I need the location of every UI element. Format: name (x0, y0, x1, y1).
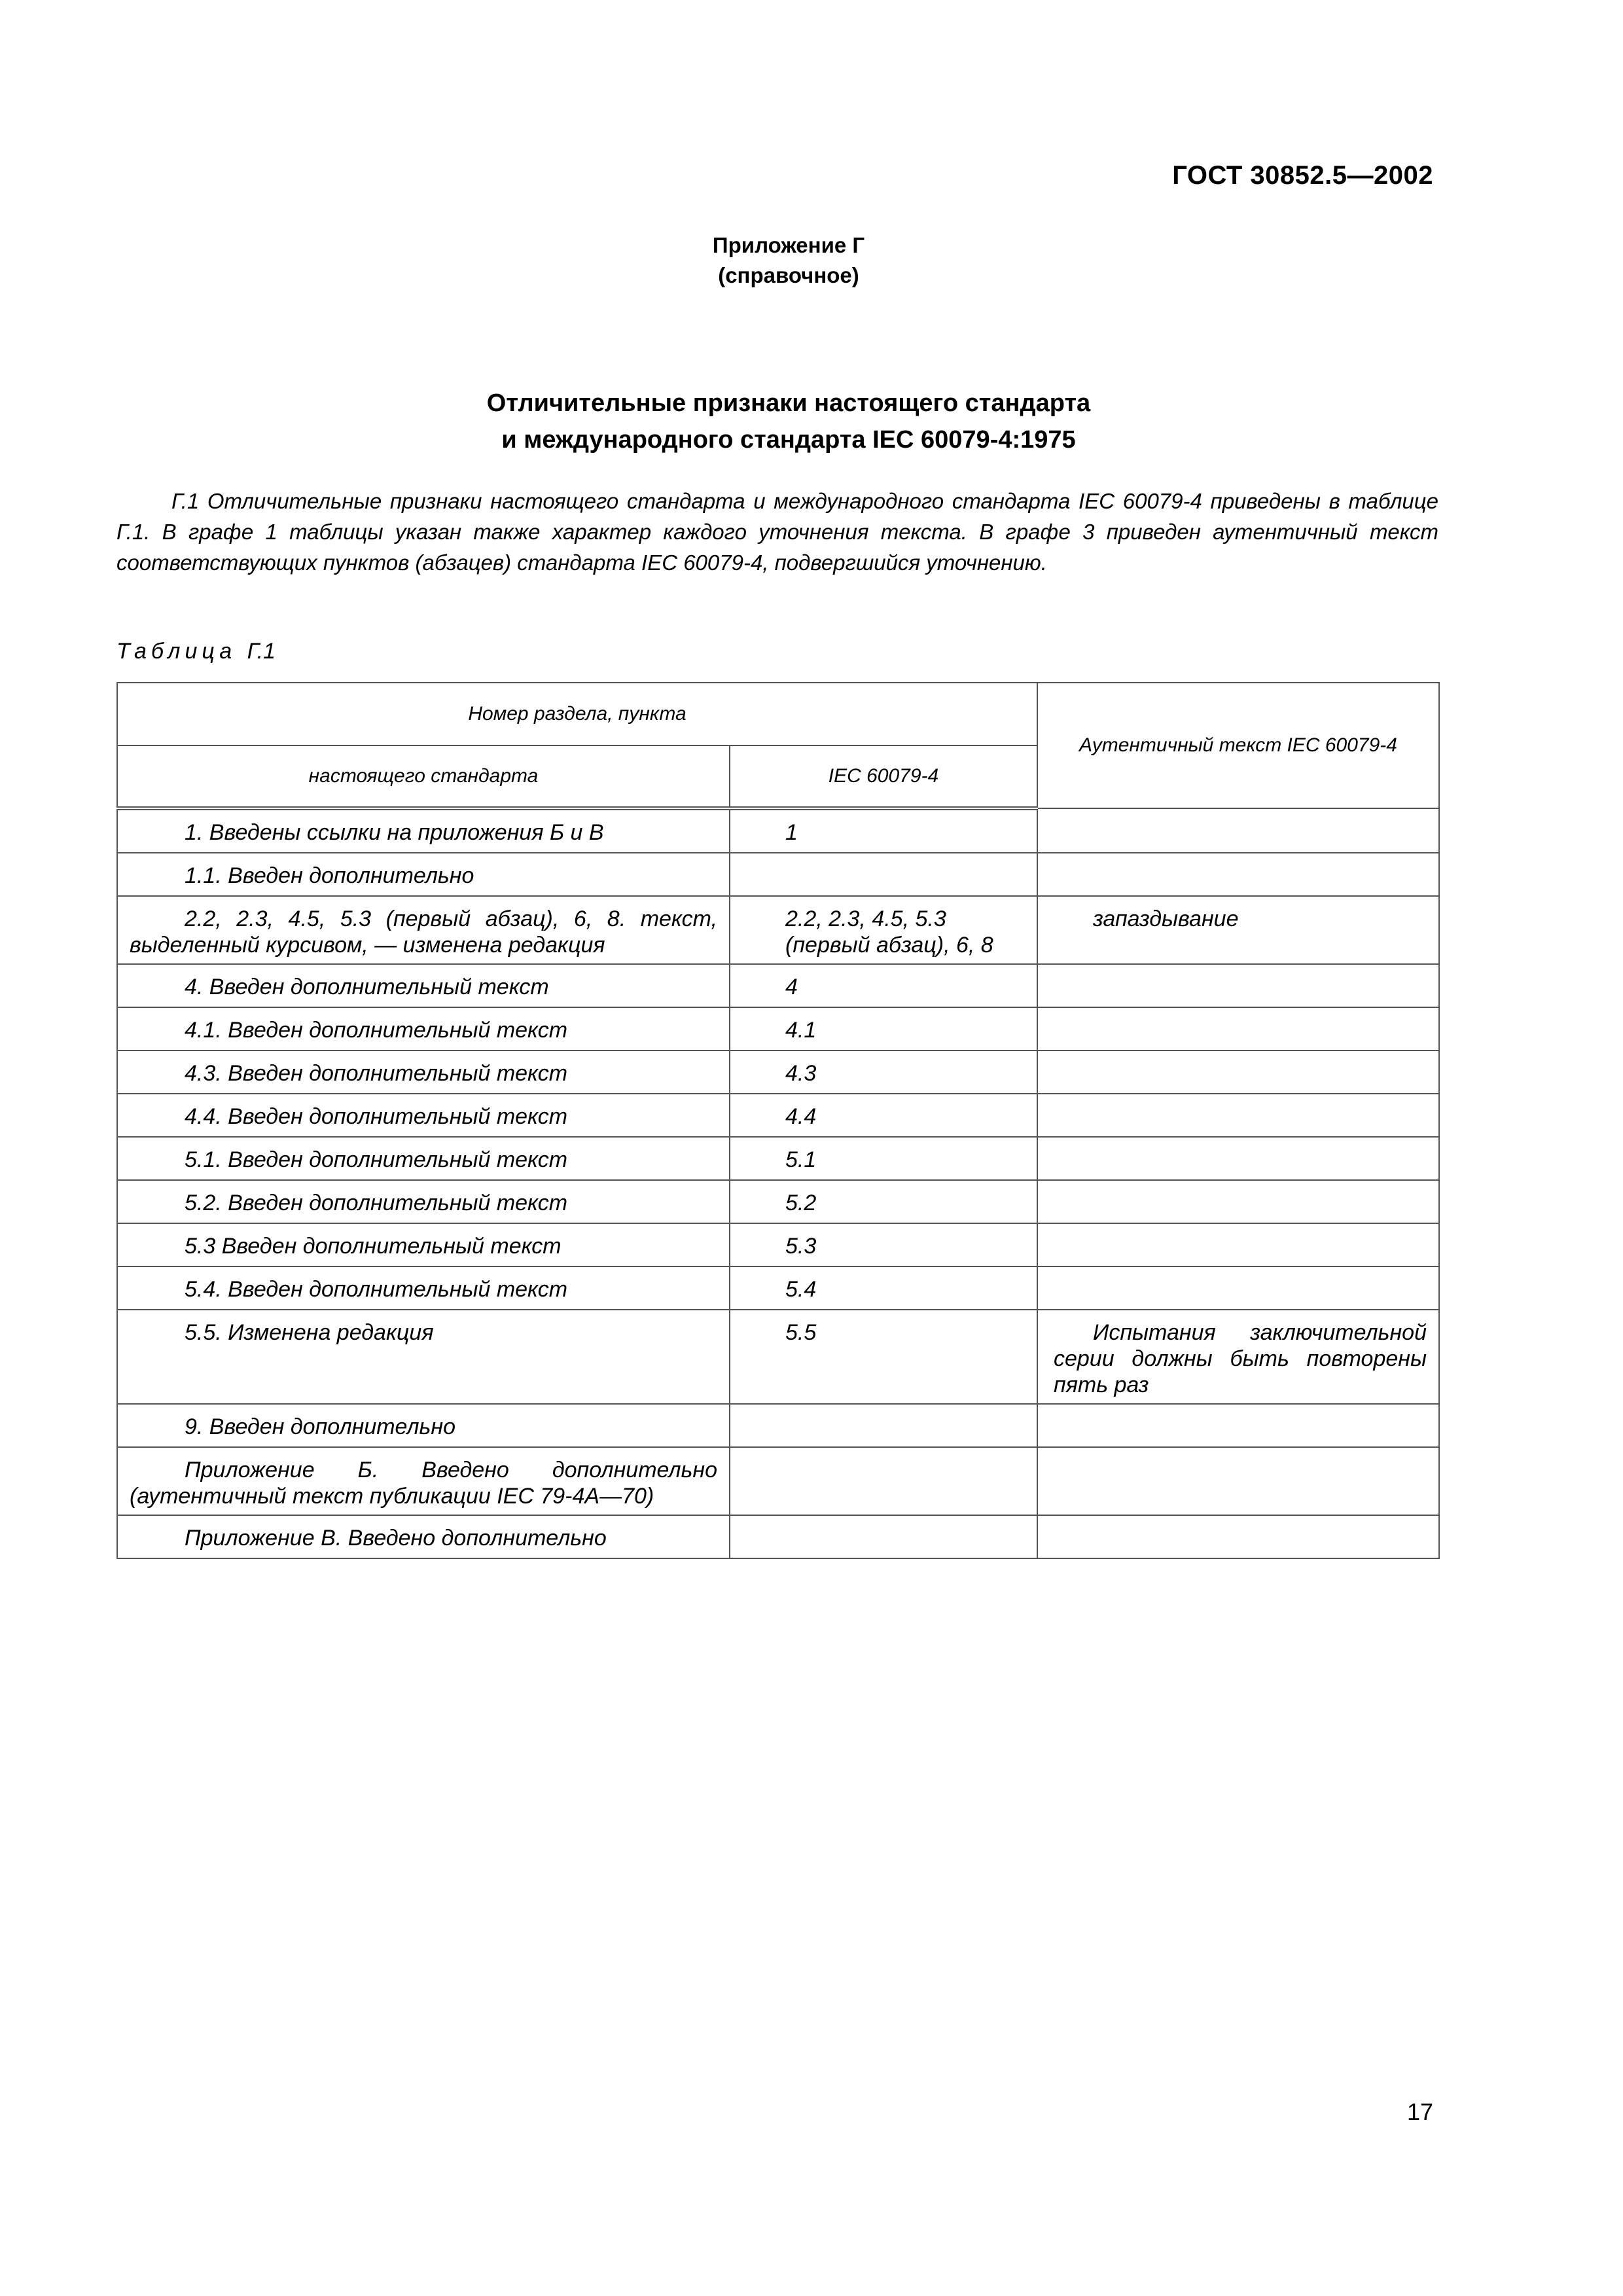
cell-authentic (1037, 1180, 1439, 1223)
cell-authentic: Испытания заключительной серии должны быть повторены пять раз (1037, 1310, 1439, 1404)
cell-authentic (1037, 1447, 1439, 1515)
table-row (117, 853, 1439, 896)
table-row (117, 1223, 1439, 1266)
cell-iec: 4 (730, 964, 1037, 1007)
header-section-number: Номер раздела, пункта (117, 683, 1037, 745)
cell-authentic (1037, 808, 1439, 853)
cell-iec: 5.3 (730, 1223, 1037, 1266)
document-title (0, 385, 1577, 458)
cell-this-standard: 4. Введен дополнительный текст (117, 964, 730, 1007)
intro-paragraph: Г.1 Отличительные признаки настоящего стандарта и международного стандарта IEC 60079-4 приведены в таблице Г.1. В графе 1 таблицы указан также характер каждого уточнения текста. В графе 3 приведен аутентичный текст соответствующих пунктов (абзацев) стандарта IEC 60079-4, подвергшийся уточнению. (116, 489, 1438, 575)
cell-this-standard: 1.1. Введен дополнительно (117, 853, 730, 896)
cell-iec (730, 1447, 1037, 1515)
table-row (117, 1515, 1439, 1558)
header-iec-standard: IEC 60079-4 (730, 745, 1037, 808)
cell-authentic (1037, 1007, 1439, 1050)
cell-iec: 5.1 (730, 1137, 1037, 1180)
cell-this-standard: 4.4. Введен дополнительный текст (117, 1094, 730, 1137)
cell-authentic (1037, 1223, 1439, 1266)
cell-this-standard: 4.1. Введен дополнительный текст (117, 1007, 730, 1050)
cell-this-standard: 9. Введен дополнительно (117, 1404, 730, 1447)
cell-iec: 4.3 (730, 1050, 1037, 1094)
page-number: 17 (1406, 2098, 1433, 2125)
appendix-title: Приложение Г (712, 233, 865, 257)
cell-iec: 4.4 (730, 1094, 1037, 1137)
table-row (117, 1447, 1439, 1515)
cell-iec: 5.4 (730, 1266, 1037, 1310)
cell-authentic (1037, 1050, 1439, 1094)
cell-iec (730, 1515, 1037, 1558)
cell-this-standard: 4.3. Введен дополнительный текст (117, 1050, 730, 1094)
cell-iec: 4.1 (730, 1007, 1037, 1050)
cell-this-standard: 5.3 Введен дополнительный текст (117, 1223, 730, 1266)
appendix-heading (0, 230, 1577, 291)
table-row (117, 1007, 1439, 1050)
cell-authentic (1037, 1137, 1439, 1180)
table-caption-number: Г.1 (247, 639, 276, 664)
title-line-2: и международного стандарта IEC 60079-4:1975 (501, 426, 1076, 454)
cell-iec: 5.5 (730, 1310, 1037, 1404)
cell-authentic (1037, 1094, 1439, 1137)
cell-iec: 1 (730, 808, 1037, 853)
table-row (117, 1180, 1439, 1223)
table-row (117, 1050, 1439, 1094)
header-this-standard: настоящего стандарта (117, 745, 730, 808)
cell-iec (730, 1404, 1037, 1447)
table-row (117, 808, 1439, 853)
cell-authentic (1037, 1266, 1439, 1310)
table-row (117, 1310, 1439, 1404)
cell-authentic (1037, 964, 1439, 1007)
cell-authentic (1037, 853, 1439, 896)
standard-designation: ГОСТ 30852.5—2002 (1172, 161, 1433, 190)
cell-authentic (1037, 1404, 1439, 1447)
table-row (117, 896, 1439, 964)
cell-iec: 2.2, 2.3, 4.5, 5.3 (первый абзац), 6, 8 (730, 896, 1037, 964)
table-row (117, 1266, 1439, 1310)
cell-iec (730, 853, 1037, 896)
table-row (117, 1404, 1439, 1447)
cell-this-standard: 5.1. Введен дополнительный текст (117, 1137, 730, 1180)
table-caption-word: Таблица (116, 639, 237, 664)
cell-authentic (1037, 1515, 1439, 1558)
cell-this-standard: 1. Введены ссылки на приложения Б и В (117, 808, 730, 853)
table-row (117, 1137, 1439, 1180)
cell-this-standard: 5.4. Введен дополнительный текст (117, 1266, 730, 1310)
appendix-type: (справочное) (718, 263, 859, 287)
table-row (117, 1094, 1439, 1137)
cell-this-standard: Приложение Б. Введено дополнительно (аутентичный текст публикации IEC 79-4A—70) (117, 1447, 730, 1515)
table-caption (116, 639, 276, 664)
cell-this-standard: 5.5. Изменена редакция (117, 1310, 730, 1404)
header-authentic-text: Аутентичный текст IEC 60079-4 (1037, 683, 1439, 808)
cell-this-standard: 2.2, 2.3, 4.5, 5.3 (первый абзац), 6, 8. текст, выделенный курсивом, — изменена редакция (117, 896, 730, 964)
table-row (117, 964, 1439, 1007)
cell-authentic: запаздывание (1037, 896, 1439, 964)
cell-this-standard: Приложение В. Введено дополнительно (117, 1515, 730, 1558)
cell-this-standard: 5.2. Введен дополнительный текст (117, 1180, 730, 1223)
title-line-1: Отличительные признаки настоящего стандарта (486, 389, 1091, 417)
cell-iec: 5.2 (730, 1180, 1037, 1223)
comparison-table (116, 682, 1440, 1559)
